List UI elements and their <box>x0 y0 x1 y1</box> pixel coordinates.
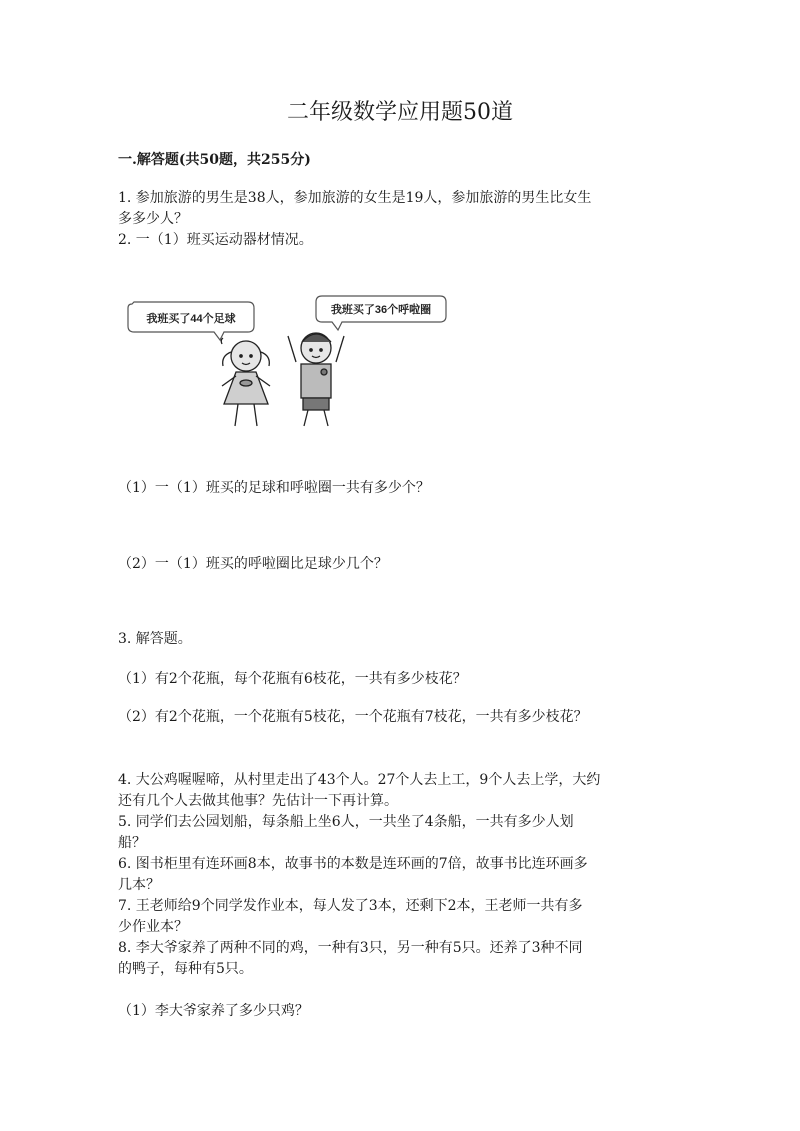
question-line: 多多少人？ <box>118 211 188 227</box>
question-line: （2）一（1）班买的呼啦圈比足球少几个？ <box>118 556 388 572</box>
question-line: 2. 一（1）班买运动器材情况。 <box>118 232 313 248</box>
question-line: 的鸭子，每种有5只。 <box>118 961 253 977</box>
page-title: 二年级数学应用题50道 <box>287 100 513 125</box>
question-line: 少作业本？ <box>118 919 188 935</box>
girl-figure <box>221 338 270 426</box>
boy-figure <box>288 333 344 426</box>
question-line: 4. 大公鸡喔喔啼，从村里走出了43个人。27个人去上工，9个人去上学，大约 <box>118 772 601 788</box>
question-line: 几本？ <box>118 877 160 893</box>
question-line: 8. 李大爷家养了两种不同的鸡，一种有3只，另一种有5只。还养了3种不同 <box>118 940 583 956</box>
question-line: 3. 解答题。 <box>118 631 192 647</box>
question-line: （1）李大爷家养了多少只鸡？ <box>118 1003 309 1019</box>
question-line: 7. 王老师给9个同学发作业本，每人发了3本，还剩下2本，王老师一共有多 <box>118 898 583 914</box>
children-illustration <box>118 286 458 436</box>
question-line: （1）一（1）班买的足球和呼啦圈一共有多少个？ <box>118 480 430 496</box>
girl-speech-text: 我班买了44个足球 <box>146 313 236 325</box>
question-line: 6. 图书柜里有连环画8本，故事书的本数是连环画的7倍，故事书比连环画多 <box>118 856 588 872</box>
question-line: 5. 同学们去公园划船，每条船上坐6人，一共坐了4条船，一共有多少人划 <box>118 814 574 830</box>
question-line: （1）有2个花瓶，每个花瓶有6枝花，一共有多少枝花？ <box>118 671 467 687</box>
question-line: 还有几个人去做其他事？先估计一下再计算。 <box>118 793 398 809</box>
question-line: （2）有2个花瓶，一个花瓶有5枝花，一个花瓶有7枝花，一共有多少枝花？ <box>118 709 588 725</box>
section-heading: 一.解答题(共50题，共255分) <box>118 152 311 168</box>
boy-speech-text: 我班买了36个呼啦圈 <box>330 304 432 316</box>
question-line: 1. 参加旅游的男生是38人，参加旅游的女生是19人，参加旅游的男生比女生 <box>118 190 592 206</box>
question-line: 船？ <box>118 835 146 851</box>
